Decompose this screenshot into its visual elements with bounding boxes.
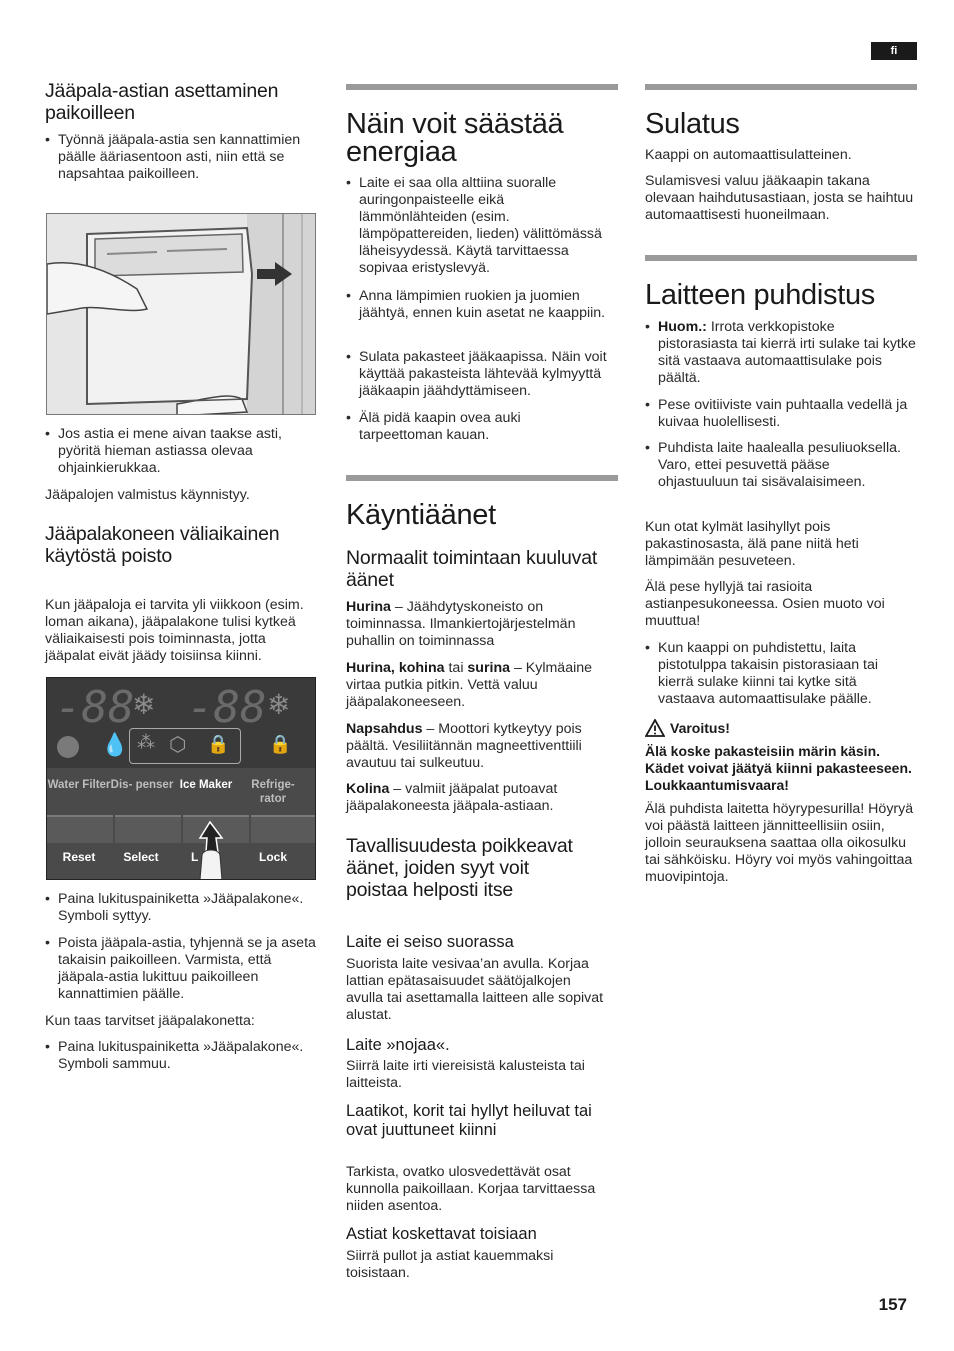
snowflake-icon: ❄: [132, 689, 156, 720]
noise-description: [346, 781, 611, 815]
lock-icon: 🔒: [207, 734, 230, 754]
list-item: • Älä pidä kaapin ovea auki tarpeettoman kauan.: [346, 410, 599, 444]
section-title-energy: Näin voit säästää energiaa: [346, 108, 564, 168]
paragraph: Tarkista, ovatko ulosvedettävät osat kunnolla paikoillaan. Korjaa tarvittaessa niiden asentoa.: [346, 1164, 596, 1214]
snowflake-icon: ❄: [267, 689, 291, 720]
paragraph: Älä pese hyllyjä tai rasioita astianpesukoneessa. Osien muoto voi muuttua!: [645, 579, 885, 629]
panel-button-lock[interactable]: [251, 815, 316, 843]
warning-text-bold: Älä koske pakasteisiin märin käsin. Kädet voivat jäätyä kiinni pakasteeseen. Loukkaantumisvaara!: [645, 743, 912, 793]
panel-button-reset[interactable]: [47, 815, 113, 843]
control-panel-illustration: [46, 677, 316, 880]
term-text: – Kylmäaine virtaa putkia pitkin. Vettä valuu jääpalakoneeseen.: [346, 660, 593, 710]
section-rule: [645, 84, 917, 90]
list-item: • Paina lukituspainiketta »Jääpalakone«. Symboli sammuu.: [45, 1039, 313, 1073]
list-item: • Työnnä jääpala-astia sen kannattimien päälle ääriasentoon asti, niin että se napsahtaa paikoilleen.: [45, 132, 308, 183]
section-title-ice-maker-off: Jääpalakoneen väliaikainen käytöstä poisto: [45, 523, 280, 567]
list-item: • Kun kaappi on puhdistettu, laita pistotulppa takaisin pistorasiaan tai kierrä sulake kiinni tai kytke sitä vastaava automaattisulake päälle.: [645, 640, 916, 708]
label-ice-maker: Ice Maker: [179, 779, 233, 791]
panel-button-select[interactable]: [115, 815, 181, 843]
item-title: Laite ei seiso suorassa: [346, 933, 514, 951]
item-title: Astiat koskettavat toisiaan: [346, 1225, 537, 1243]
water-filter-indicator-icon: [57, 736, 79, 758]
paragraph: Kun otat kylmät lasihyllyt pois pakastinosasta, älä pane niitä heti lämpimään pesuveteen.: [645, 519, 859, 569]
note-label: Huom.:: [658, 319, 707, 335]
button-label-lock: Lock: [258, 850, 287, 864]
label-dispenser: Dis- penser: [110, 779, 174, 791]
note-text: Irrota verkkopistoke pistorasiasta tai kierrä irti sulake tai kytke sitä vastaava automaattisulake pois päältä.: [658, 319, 916, 386]
term: Kolina: [346, 781, 390, 797]
panel-button-row: [47, 815, 316, 843]
noise-description: [346, 660, 616, 711]
page-number: 157: [878, 1295, 907, 1314]
section-title-defrost: Sulatus: [645, 108, 740, 140]
item-title: Laite »nojaa«.: [346, 1036, 450, 1054]
list-item: • Poista jääpala-astia, tyhjennä se ja aseta takaisin paikoilleen. Varmista, että jääpala-astia lukittuu paikoilleen kannattimien päälle.: [45, 935, 318, 1003]
paragraph: Sulamisvesi valuu jääkaapin takana olevaan haihdutusastiaan, josta se haihtuu automaattisesti huoneilmaan.: [645, 173, 914, 223]
noise-description: [346, 599, 611, 650]
warning-heading: [645, 719, 730, 737]
language-badge: fi: [871, 42, 917, 60]
list-item: • Sulata pakasteet jääkaapissa. Näin voit käyttää pakasteista lähtevää kylmyyttä jääkaapin jäähdyttämiseen.: [346, 349, 621, 400]
term: Hurina, kohina: [346, 660, 445, 676]
noise-description: [346, 721, 611, 772]
section-rule: [645, 255, 917, 261]
list-item: • Paina lukituspainiketta »Jääpalakone«. Symboli syttyy.: [45, 891, 313, 925]
section-rule: [346, 84, 618, 90]
crushed-ice-icon: ⁂: [137, 732, 155, 752]
label-refrigerator: Refrige- rator: [251, 779, 295, 805]
paragraph: Siirrä laite irti viereisistä kalusteista tai laitteista.: [346, 1058, 585, 1091]
finger-pointer-icon: [192, 818, 232, 880]
section-title-cleaning: Laitteen puhdistus: [645, 279, 875, 311]
button-label-light: L: [191, 850, 199, 864]
list-item: • Pese ovitiiviste vain puhtaalla vedellä ja kuivaa huolellisesti.: [645, 397, 920, 431]
term: surina: [467, 660, 510, 676]
term: Hurina: [346, 599, 391, 615]
subsection-title-abnormal-noises: Tavallisuudesta poikkeavat äänet, joiden syyt voit poistaa helposti itse: [346, 835, 573, 901]
ice-tray-drawing: [47, 214, 316, 415]
list-item: • Anna lämpimien ruokien ja juomien jäähtyä, ennen kuin asetat ne kaappiin.: [346, 288, 617, 322]
section-rule: [346, 475, 618, 481]
section-title-ice-tray: Jääpala-astian asettaminen paikoilleen: [45, 80, 279, 124]
paragraph: Suorista laite vesivaa’an avulla. Korjaa lattian epätasaisuudet säätöjalkojen avulla tai asettamalla laitteen alle sopivat alustat.: [346, 956, 604, 1023]
term-text: – valmiit jääpalat putoavat jääpalakoneesta jääpala-astiaan.: [346, 781, 558, 814]
section-title-noises: Käyntiäänet: [346, 499, 496, 531]
list-item: • Jos astia ei mene aivan taakse asti, pyöritä hieman astiassa olevaa ohjainkierukkaa.: [45, 426, 313, 477]
warning-label: Varoitus!: [670, 719, 730, 736]
temp-display-left: -88: [55, 682, 135, 733]
ice-tray-illustration: [46, 213, 316, 415]
paragraph: Kun jääpaloja ei tarvita yli viikkoon (esim. loman aikana), jääpalakone tulisi kytkeä väliaikaisesti pois toiminnasta, jotta jääpalat eivät jäädy toisiinsa kiinni.: [45, 597, 304, 664]
ice-cube-icon: ⬡: [169, 734, 187, 756]
button-label-select: Select: [123, 850, 159, 864]
temp-display-right: -88: [187, 682, 267, 733]
paragraph: Älä puhdista laitetta höyrypesurilla! Höyryä voi päästä laitteen jännitteellisiin osiin, jolloin seurauksena saattaa olla oikosulku tai sähköisku. Höyry voi myös vahingoittaa muovipintoja.: [645, 801, 914, 885]
term-text: – Jäähdytyskoneisto on toiminnassa. Ilmankiertojärjestelmän puhallin on toiminnassa: [346, 599, 576, 649]
water-drop-icon: 💧: [101, 732, 129, 757]
term: Napsahdus: [346, 721, 423, 737]
paragraph: Kun taas tarvitset jääpalakonetta:: [45, 1013, 255, 1029]
term-text: – Moottori kytkeytyy pois päältä. Vesiliitännän magneettiventtiili avautuu tai sulkeutuu.: [346, 721, 582, 771]
paragraph: Kaappi on automaattisulatteinen.: [645, 147, 852, 163]
paragraph: Siirrä pullot ja astiat kauemmaksi toisistaan.: [346, 1248, 554, 1281]
list-item: [645, 319, 916, 387]
list-item: • Laite ei saa olla alttiina suoralle auringonpaisteelle eikä lämmönlähteiden (esim. lämpöpattereiden, lieden) välittömässä läheisyydessä. Käytä tarvittaessa sopivaa eristyslevyä.: [346, 175, 614, 277]
item-title: Laatikot, korit tai hyllyt heiluvat tai ovat juuttuneet kiinni: [346, 1102, 592, 1139]
label-water-filter: Water Filter: [47, 779, 111, 791]
button-label-reset: Reset: [62, 850, 96, 864]
paragraph: Jääpalojen valmistus käynnistyy.: [45, 487, 250, 503]
term-text: tai: [444, 660, 468, 676]
warning-triangle-icon: [645, 719, 665, 737]
list-item: • Puhdista laite haalealla pesuliuoksella. Varo, ettei pesuvettä pääse ohjastuuluun tai sisävalaisimeen.: [645, 440, 913, 491]
subsection-title-normal-noises: Normaalit toimintaan kuuluvat äänet: [346, 547, 598, 591]
lock-icon: 🔒: [269, 734, 292, 754]
